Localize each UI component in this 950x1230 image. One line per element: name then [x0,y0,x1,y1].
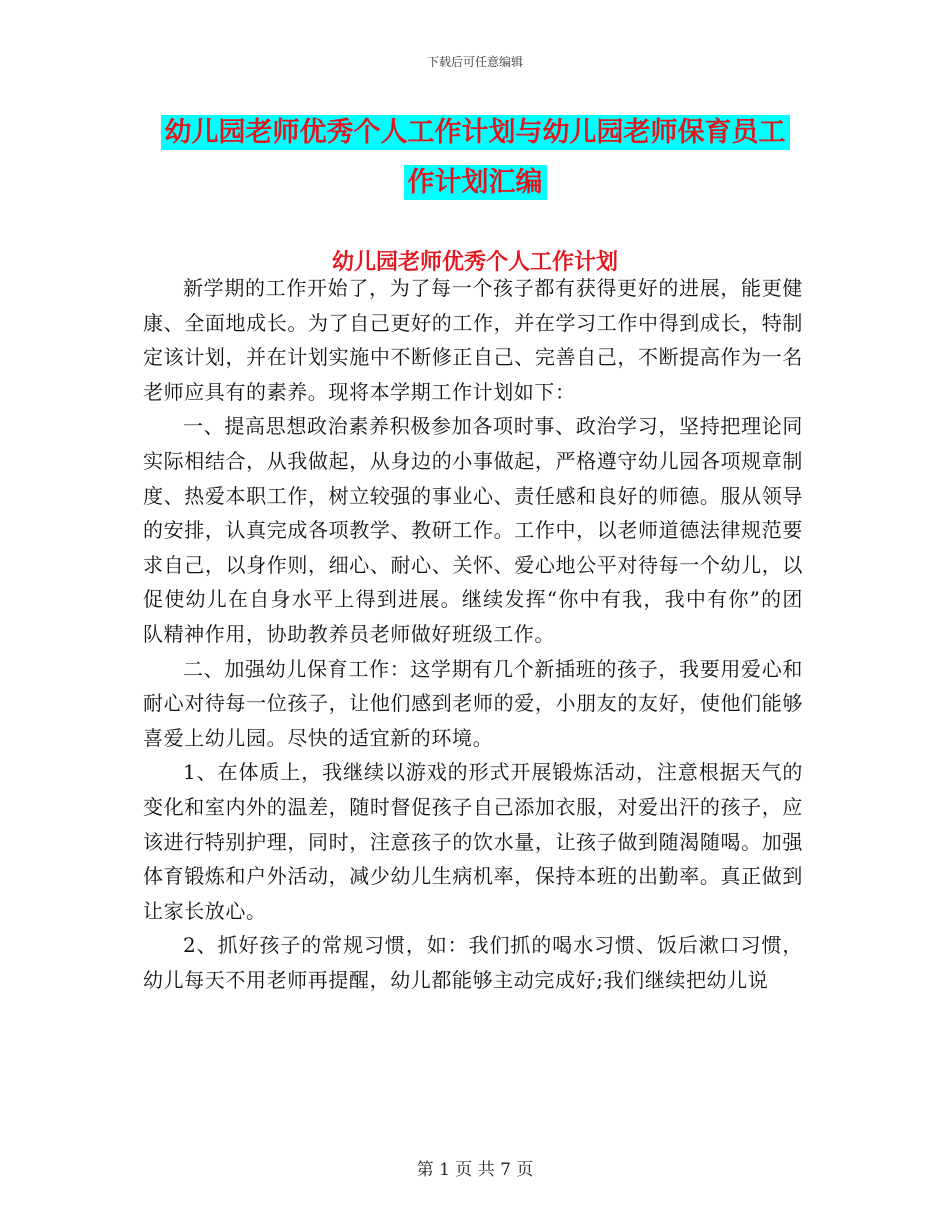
paragraph: 一、提高思想政治素养积极参加各项时事、政治学习，坚持把理论同实际相结合，从我做起，从身边的小事做起，严格遵守幼儿园各项规章制度、热爱本职工作，树立较强的事业心、责任感和良好的师德。服从领导的安排，认真完成各项教学、教研工作。工作中，以老师道德法律规范要求自己，以身作则，细心、耐心、关怀、爱心地公平对待每一个幼儿，以促使幼儿在自身水平上得到进展。继续发挥“你中有我，我中有你”的团队精神作用，协助教养员老师做好班级工作。 [143,414,803,646]
paragraph: 二、加强幼儿保育工作：这学期有几个新插班的孩子，我要用爱心和耐心对待每一位孩子，让他们感到老师的爱，小朋友的友好，使他们能够喜爱上幼儿园。尽快的适宜新的环境。 [143,656,803,750]
page-footer: 第 1 页 共 7 页 [416,1160,534,1180]
document-title [100,108,850,208]
header-note: 下载后可任意编辑 [426,55,523,69]
section-title: 幼儿园老师优秀个人工作计划 [331,250,618,275]
paragraph: 1、在体质上，我继续以游戏的形式开展锻炼活动，注意根据天气的变化和室内外的温差，随时督促孩子自己添加衣服，对爱出汗的孩子，应该进行特别护理，同时，注意孩子的饮水量，让孩子做到随渴随喝。加强体育锻炼和户外活动，减少幼儿生病机率，保持本班的出勤率。真正做到让家长放心。 [143,760,803,923]
paragraph: 新学期的工作开始了，为了每一个孩子都有获得更好的进展，能更健康、全面地成长。为了自己更好的工作，并在学习工作中得到成长，特制定该计划，并在计划实施中不断修正自己、完善自己，不断提高作为一名老师应具有的素养。现将本学期工作计划如下： [143,276,803,404]
body-text [143,271,803,997]
title-line-2: 作计划汇编 [404,165,547,200]
paragraph: 2、抓好孩子的常规习惯，如：我们抓的喝水习惯、饭后漱口习惯，幼儿每天不用老师再提醒，幼儿都能够主动完成好;我们继续把幼儿说 [143,933,803,992]
title-line-1: 幼儿园老师优秀个人工作计划与幼儿园老师保育员工 [161,115,790,150]
